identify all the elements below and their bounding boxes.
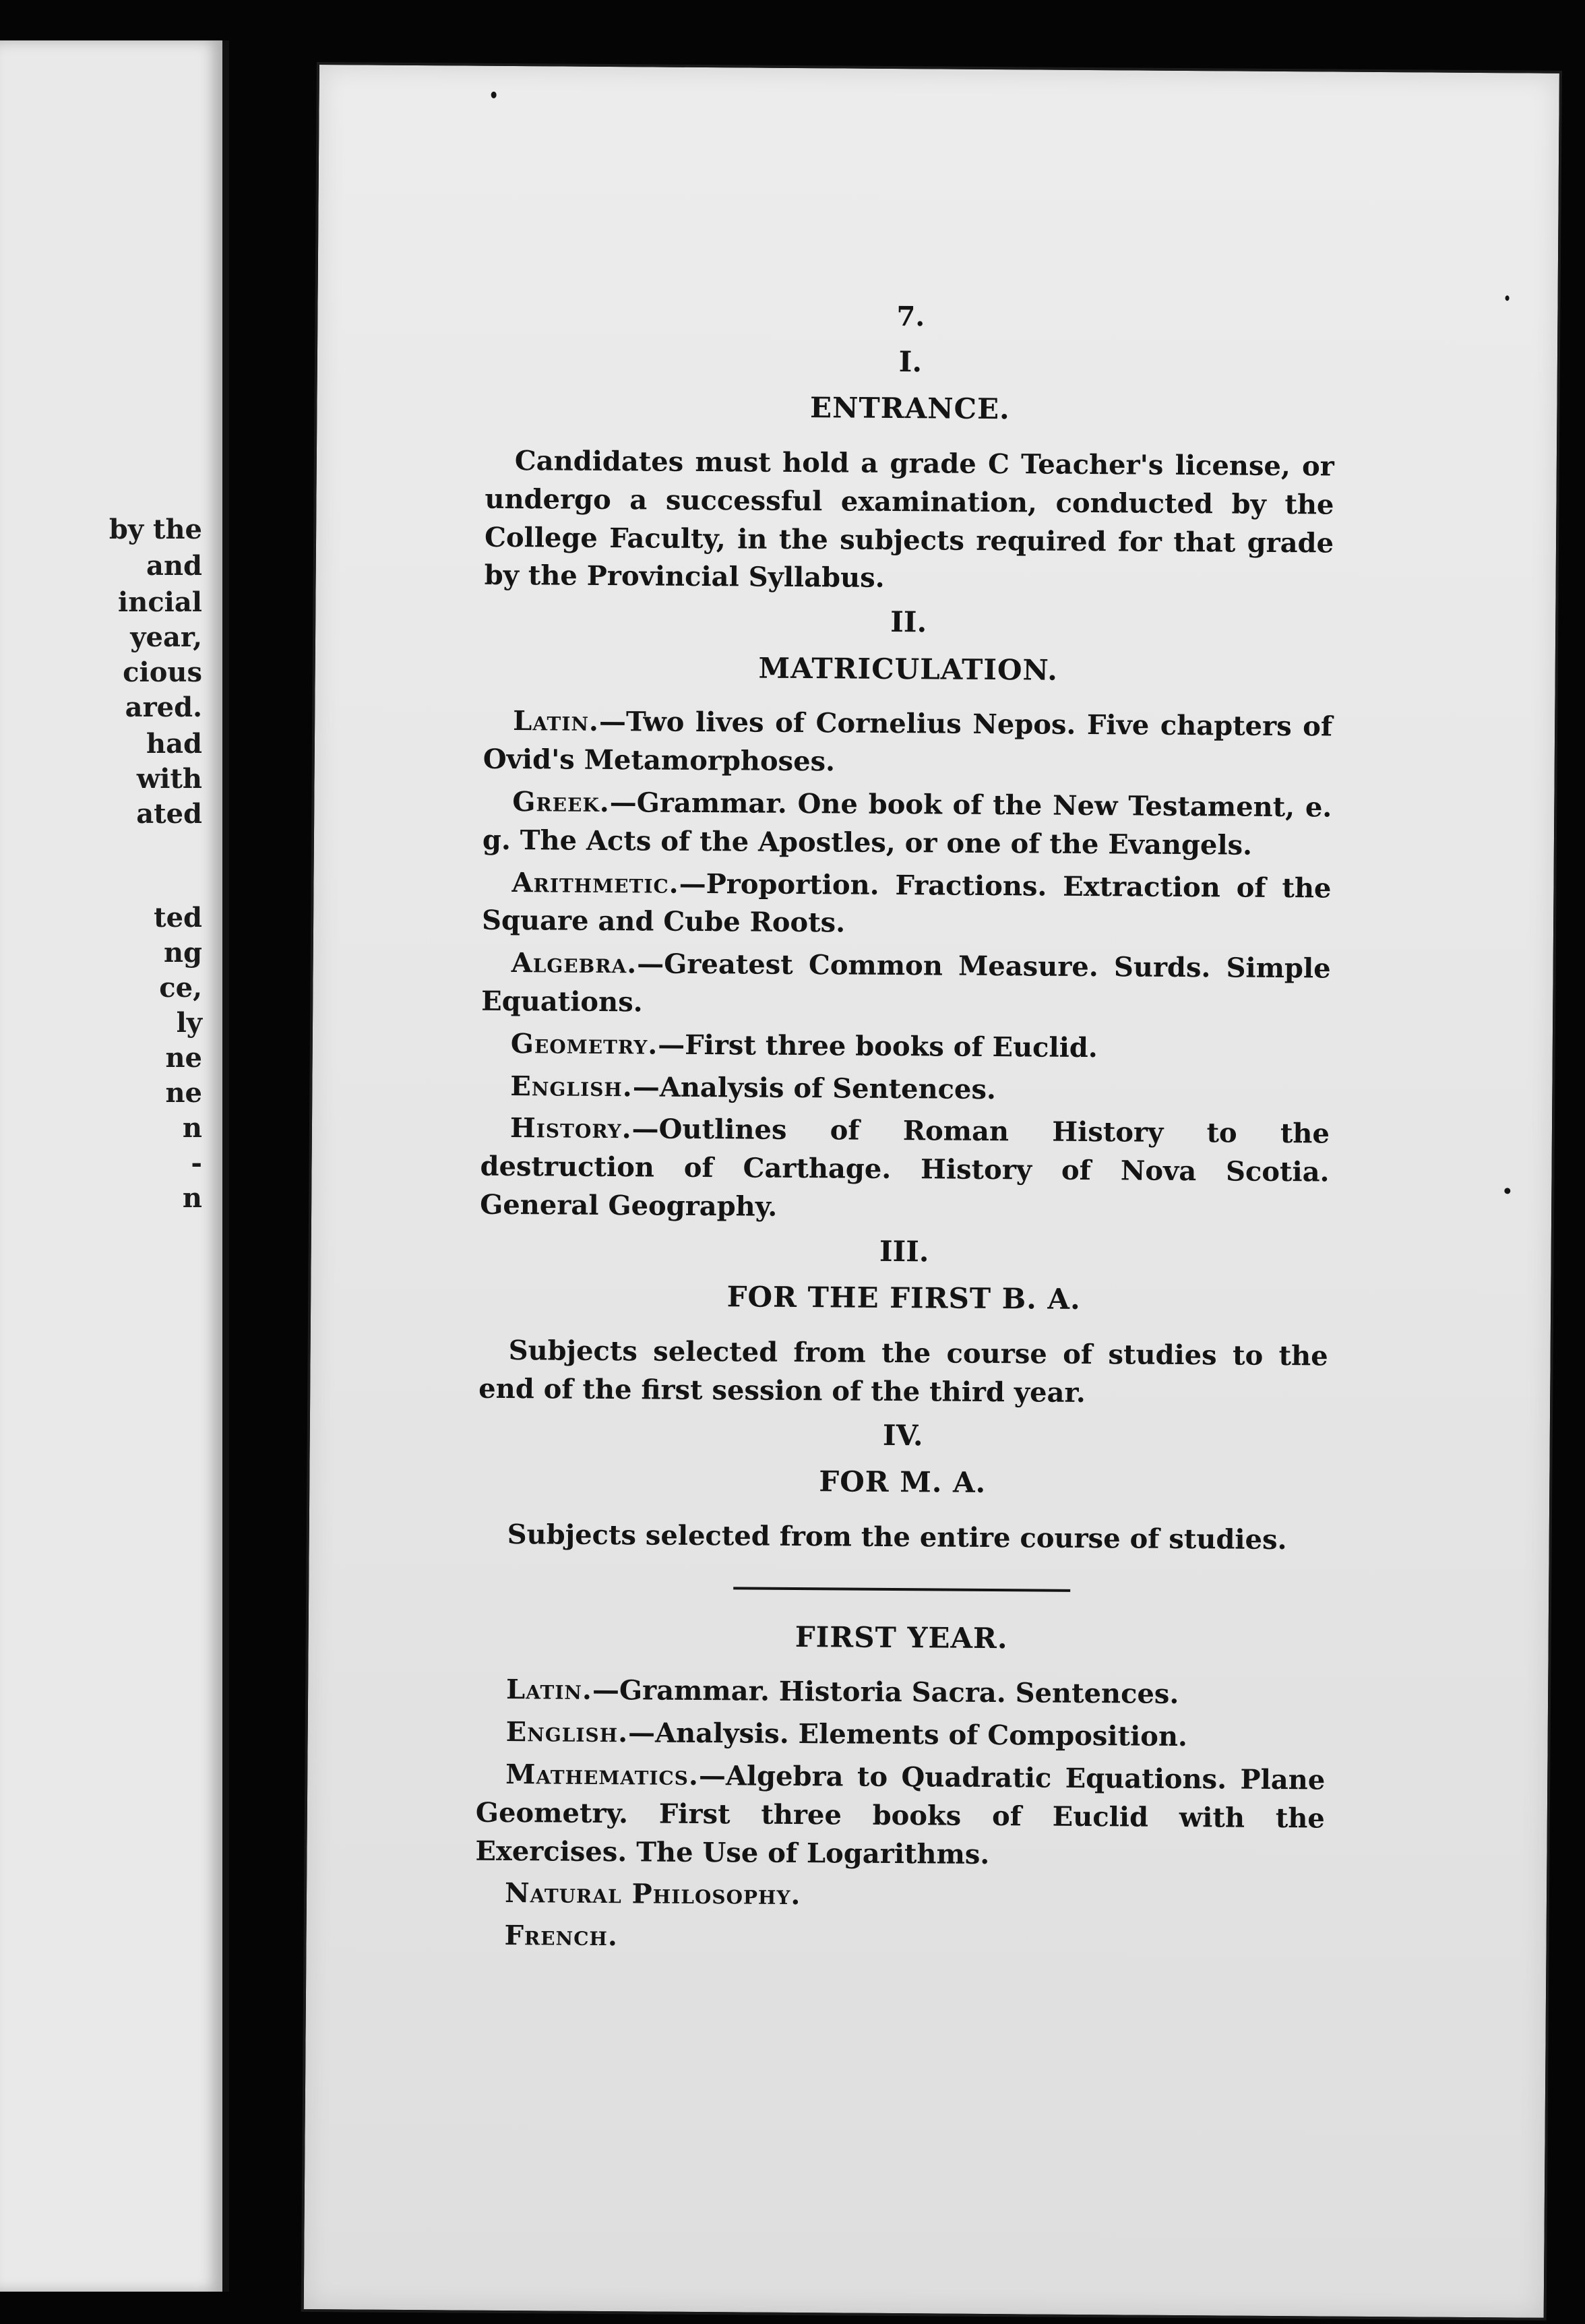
subject-text: —Grammar. One book of the New Testament, e. g. The Acts of the Apostles, or one of the Evangels. — [482, 787, 1332, 861]
subject-entry — [480, 1067, 1330, 1111]
subject-entry — [474, 1917, 1324, 1961]
left-fragment: ted — [154, 902, 202, 934]
subject-name: Natural Philosophy. — [504, 1877, 801, 1912]
section-ma — [478, 1412, 1328, 1560]
paragraph-text: Subjects selected from the entire course of studies. — [507, 1518, 1287, 1556]
subject-entry — [475, 1756, 1325, 1876]
left-fragment: ared. — [125, 692, 202, 723]
subject-entry — [475, 1874, 1324, 1919]
subject-name: Latin. — [505, 1674, 593, 1707]
subject-entry — [480, 1109, 1330, 1230]
subject-name: Arithmetic. — [511, 866, 679, 900]
left-fragment: - — [191, 1147, 202, 1179]
page-number: 7. — [896, 301, 925, 333]
left-fragment: incial — [118, 586, 202, 618]
left-fragment: n — [182, 1182, 202, 1214]
subject-text: —Proportion. Fractions. Extraction of the Square and Cube Roots. — [481, 867, 1332, 939]
subject-entry — [476, 1671, 1326, 1715]
left-fragment: n — [182, 1112, 202, 1144]
subject-text: —Greatest Common Measure. Surds. Simple Equations. — [481, 948, 1331, 1018]
left-fragment: with — [136, 763, 202, 795]
left-fragment: ated — [136, 798, 202, 830]
subject-name: Mathematics. — [505, 1758, 700, 1792]
subject-name: French. — [504, 1920, 619, 1953]
section-numeral: II. — [890, 605, 927, 639]
speck-mark — [1504, 1188, 1510, 1194]
left-fragment: ng — [163, 937, 202, 969]
paragraph-text: Subjects selected from the course of studies to the end of the first session of the third year. — [478, 1335, 1328, 1409]
left-page — [0, 40, 229, 2292]
paragraph-text: Candidates must hold a grade C Teacher's license, or undergo a successful examination, conducted by the College Faculty, in the subjects required for that grade by the Provincial Syllabus. — [484, 445, 1335, 594]
right-page — [301, 62, 1562, 2321]
section-first-year — [474, 1614, 1326, 1961]
left-fragment: ly — [176, 1007, 202, 1039]
subject-name: Geometry. — [510, 1027, 658, 1061]
subject-entry — [481, 944, 1331, 1027]
subject-text: —Two lives of Cornelius Nepos. Five chapters of Ovid's Metamorphoses. — [483, 706, 1333, 778]
subject-entry — [483, 783, 1332, 865]
subject-entry — [481, 1025, 1330, 1070]
subject-text: —Analysis. Elements of Composition. — [627, 1717, 1188, 1753]
subject-text: —Analysis of Sentences. — [632, 1070, 997, 1105]
subject-entry — [483, 702, 1333, 785]
subject-name: Algebra. — [511, 947, 638, 980]
section-heading: FIRST YEAR. — [795, 1620, 1008, 1655]
subject-entry — [476, 1713, 1326, 1758]
left-fragment: and — [146, 550, 202, 582]
section-paragraph — [478, 1516, 1327, 1560]
left-fragment: by the — [108, 514, 202, 545]
section-heading: MATRICULATION. — [758, 651, 1059, 687]
section-numeral: I. — [898, 344, 923, 379]
left-fragment: year, — [130, 621, 202, 653]
page-text — [474, 295, 1335, 1965]
section-numeral: III. — [879, 1234, 929, 1268]
subject-entry — [482, 863, 1332, 946]
section-paragraph — [478, 1332, 1328, 1414]
section-numeral: IV. — [882, 1418, 923, 1452]
subject-name: History. — [509, 1112, 632, 1145]
left-fragment: cious — [123, 656, 202, 688]
left-fragment: ne — [165, 1077, 202, 1109]
speck-mark — [1505, 295, 1510, 301]
section-heading: FOR THE FIRST B. A. — [726, 1280, 1081, 1316]
subject-name: Latin. — [513, 705, 600, 738]
subject-text: —Algebra to Quadratic Equations. Plane Geometry. First three books of Euclid with the Exercises. The Use of Logarithms. — [475, 1759, 1326, 1870]
subject-name: English. — [510, 1070, 633, 1103]
subject-text: —Outlines of Roman History to the destruction of Carthage. History of Nova Scotia. General Geography. — [480, 1113, 1330, 1223]
left-fragment: ne — [165, 1042, 202, 1074]
subject-name: English. — [505, 1716, 629, 1749]
left-fragment: ce, — [159, 972, 202, 1004]
subject-text: —First three books of Euclid. — [658, 1029, 1098, 1064]
section-heading: FOR M. A. — [819, 1465, 987, 1500]
subject-name: Greek. — [512, 786, 610, 819]
speck-mark — [491, 92, 497, 98]
section-first-ba — [478, 1229, 1329, 1415]
section-paragraph — [484, 442, 1334, 601]
section-divider — [733, 1587, 1070, 1591]
left-fragment: had — [146, 728, 202, 760]
subject-text: —Grammar. Historia Sacra. Sentences. — [592, 1674, 1179, 1711]
section-entrance — [484, 339, 1335, 601]
section-heading: ENTRANCE. — [809, 391, 1010, 426]
section-matriculation — [480, 599, 1333, 1230]
